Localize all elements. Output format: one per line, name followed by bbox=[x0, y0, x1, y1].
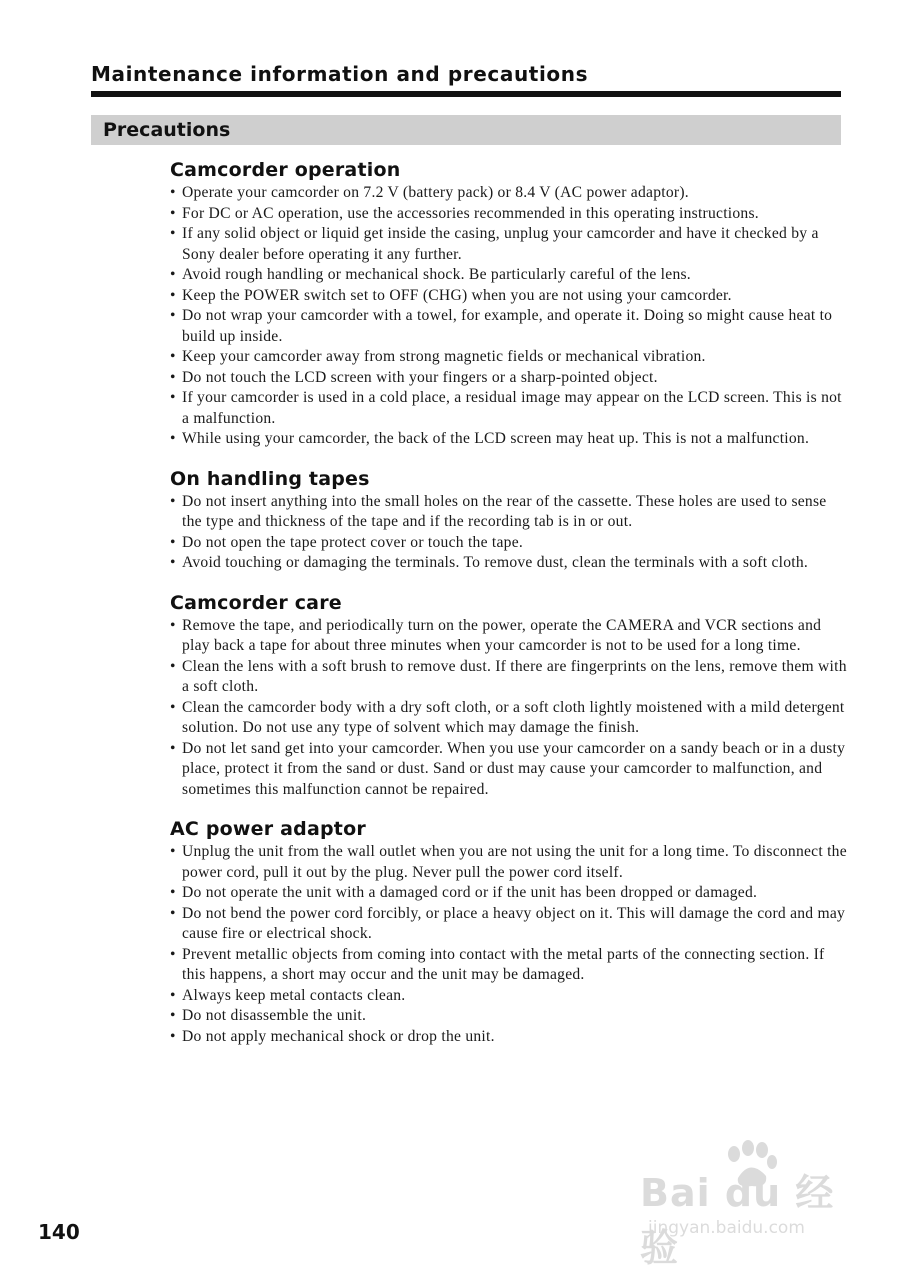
list-item bbox=[170, 883, 850, 904]
bullet-icon: • bbox=[170, 266, 176, 283]
list-item bbox=[170, 224, 850, 265]
list-item-text: Remove the tape, and periodically turn on the power, operate the CAMERA and VCR sections and play back a tape for about three minutes when your camcorder is not to be used for a long time. bbox=[182, 616, 822, 654]
header-rule bbox=[91, 91, 841, 97]
group-handling-tapes bbox=[170, 466, 850, 574]
bullet-list bbox=[170, 842, 850, 1047]
list-item-text: For DC or AC operation, use the accessories recommended in this operating instructions. bbox=[182, 204, 759, 222]
list-item bbox=[170, 347, 850, 368]
bullet-icon: • bbox=[170, 904, 176, 922]
group-title: AC power adaptor bbox=[170, 818, 366, 840]
bullet-list bbox=[170, 492, 850, 574]
list-item bbox=[170, 204, 850, 225]
group-title: Camcorder care bbox=[170, 591, 342, 614]
list-item bbox=[170, 616, 850, 657]
bullet-icon: • bbox=[170, 307, 176, 324]
bullet-icon: • bbox=[170, 368, 176, 386]
list-item bbox=[170, 429, 850, 450]
bullet-icon: • bbox=[170, 554, 176, 571]
group-camcorder-operation bbox=[170, 157, 850, 450]
bullet-icon: • bbox=[170, 184, 176, 201]
list-item-text: While using your camcorder, the back of the LCD screen may heat up. This is not a malfunction. bbox=[182, 430, 810, 447]
group-title: On handling tapes bbox=[170, 467, 370, 490]
bullet-icon: • bbox=[170, 225, 176, 242]
list-item bbox=[170, 657, 850, 698]
bullet-icon: • bbox=[170, 286, 176, 304]
watermark-url: jingyan.baidu.com bbox=[648, 1218, 805, 1238]
bullet-icon: • bbox=[170, 739, 176, 757]
bullet-icon: • bbox=[170, 348, 176, 365]
bullet-icon: • bbox=[170, 986, 176, 1004]
bullet-icon: • bbox=[170, 945, 176, 963]
watermark-brand: Bai du 经验 bbox=[640, 1171, 835, 1270]
list-item-text: Do not apply mechanical shock or drop the unit. bbox=[182, 1027, 495, 1045]
bullet-icon: • bbox=[170, 1007, 176, 1024]
list-item bbox=[170, 904, 850, 945]
list-item-text: Avoid rough handling or mechanical shock. Be particularly careful of the lens. bbox=[182, 266, 691, 283]
list-item bbox=[170, 492, 850, 533]
list-item bbox=[170, 533, 850, 554]
group-title: Camcorder operation bbox=[170, 159, 401, 181]
list-item-text: Keep your camcorder away from strong magnetic fields or mechanical vibration. bbox=[182, 348, 706, 365]
list-item bbox=[170, 388, 850, 429]
list-item bbox=[170, 1027, 850, 1048]
list-item-text: If your camcorder is used in a cold place, a residual image may appear on the LCD screen. This is not a malfunction. bbox=[182, 389, 842, 427]
list-item bbox=[170, 698, 850, 739]
list-item bbox=[170, 265, 850, 286]
list-item-text: If any solid object or liquid get inside the casing, unplug your camcorder and have it checked by a Sony dealer before operating it any further. bbox=[182, 225, 819, 263]
list-item-text: Do not wrap your camcorder with a towel, for example, and operate it. Doing so might cause heat to build up inside. bbox=[182, 307, 833, 345]
list-item-text: Always keep metal contacts clean. bbox=[182, 986, 406, 1004]
list-item bbox=[170, 553, 850, 574]
list-item-text: Do not let sand get into your camcorder. When you use your camcorder on a sandy beach or in a dusty place, protect it from the sand or dust. Sand or dust may cause your camcorder to malfunction, and sometimes this malfunction cannot be repaired. bbox=[182, 739, 846, 798]
header-title: Maintenance information and precautions bbox=[91, 62, 589, 86]
list-item bbox=[170, 286, 850, 307]
list-item-text: Unplug the unit from the wall outlet when you are not using the unit for a long time. To disconnect the power cord, pull it out by the plug. Never pull the power cord itself. bbox=[182, 843, 847, 881]
list-item-text: Clean the camcorder body with a dry soft cloth, or a soft cloth lightly moistened with a mild detergent solution. Do not use any type of solvent which may damage the finish. bbox=[182, 698, 845, 736]
list-item-text: Operate your camcorder on 7.2 V (battery pack) or 8.4 V (AC power adaptor). bbox=[182, 184, 689, 201]
section-bar bbox=[91, 115, 841, 145]
bullet-icon: • bbox=[170, 843, 176, 860]
list-item bbox=[170, 183, 850, 204]
bullet-icon: • bbox=[170, 204, 176, 222]
bullet-icon: • bbox=[170, 884, 176, 901]
bullet-list bbox=[170, 183, 850, 450]
group-ac-power-adaptor bbox=[170, 816, 850, 1047]
list-item-text: Do not bend the power cord forcibly, or place a heavy object on it. This will damage the cord and may cause fire or electrical shock. bbox=[182, 904, 846, 942]
list-item bbox=[170, 306, 850, 347]
list-item-text: Avoid touching or damaging the terminals. To remove dust, clean the terminals with a soft cloth. bbox=[182, 554, 809, 571]
list-item bbox=[170, 739, 850, 801]
bullet-icon: • bbox=[170, 492, 176, 510]
list-item-text: Do not operate the unit with a damaged cord or if the unit has been dropped or damaged. bbox=[182, 884, 758, 901]
list-item bbox=[170, 1006, 850, 1027]
list-item bbox=[170, 842, 850, 883]
list-item bbox=[170, 945, 850, 986]
list-item-text: Do not touch the LCD screen with your fingers or a sharp-pointed object. bbox=[182, 368, 658, 386]
list-item bbox=[170, 368, 850, 389]
bullet-icon: • bbox=[170, 389, 176, 406]
bullet-icon: • bbox=[170, 1027, 176, 1045]
page-number: 140 bbox=[38, 1220, 80, 1244]
list-item-text: Do not disassemble the unit. bbox=[182, 1007, 367, 1024]
group-camcorder-care bbox=[170, 590, 850, 801]
section-title: Precautions bbox=[103, 119, 231, 141]
list-item-text: Keep the POWER switch set to OFF (CHG) when you are not using your camcorder. bbox=[182, 286, 732, 304]
list-item-text: Do not open the tape protect cover or touch the tape. bbox=[182, 533, 524, 551]
list-item bbox=[170, 986, 850, 1007]
bullet-icon: • bbox=[170, 430, 176, 447]
bullet-icon: • bbox=[170, 698, 176, 716]
bullet-icon: • bbox=[170, 533, 176, 551]
watermark bbox=[640, 1140, 860, 1270]
bullet-icon: • bbox=[170, 657, 176, 675]
list-item-text: Prevent metallic objects from coming into contact with the metal parts of the connecting section. If this happens, a short may occur and the unit may be damaged. bbox=[182, 945, 825, 983]
list-item-text: Clean the lens with a soft brush to remove dust. If there are fingerprints on the lens, remove them with a soft cloth. bbox=[182, 657, 847, 695]
list-item-text: Do not insert anything into the small holes on the rear of the cassette. These holes are used to sense the type and thickness of the tape and if the recording tab is in or out. bbox=[182, 492, 827, 530]
bullet-list bbox=[170, 616, 850, 801]
content bbox=[170, 157, 850, 1063]
bullet-icon: • bbox=[170, 616, 176, 634]
